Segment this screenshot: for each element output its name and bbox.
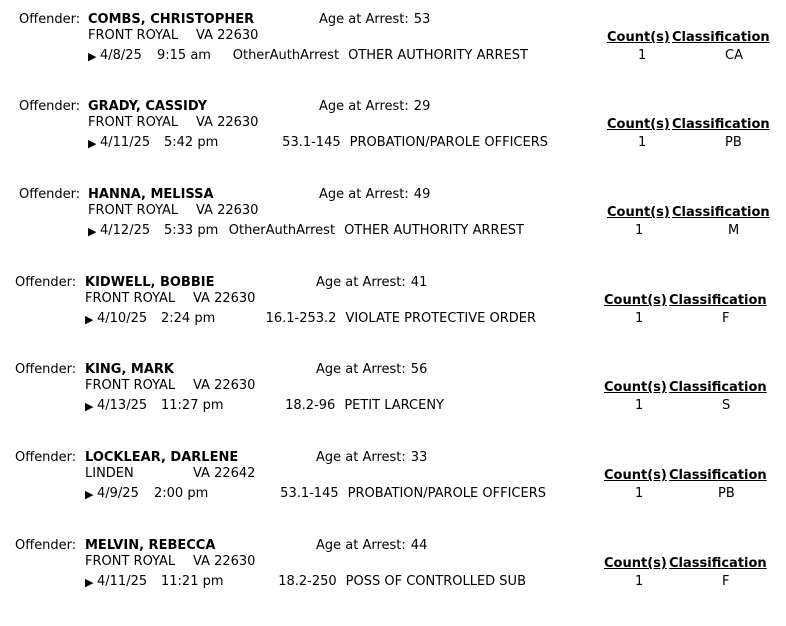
statute-offense <box>233 48 528 64</box>
offender-name: HANNA, MELISSA <box>88 187 214 202</box>
age-label: Age at Arrest: <box>319 187 409 202</box>
arrest-time: 11:21 pm <box>161 574 224 589</box>
arrest-time: 11:27 pm <box>161 398 224 413</box>
offense-description: PROBATION/PAROLE OFFICERS <box>349 135 548 150</box>
offender-name: MELVIN, REBECCA <box>85 538 216 553</box>
counts-header: Count(s) <box>604 293 667 308</box>
count-value: 1 <box>638 135 647 150</box>
statute-code: 16.1-253.2 <box>265 311 337 326</box>
arrest-date: 4/11/25 <box>100 135 151 150</box>
offender-record <box>0 362 786 450</box>
arrest-date: 4/13/25 <box>97 398 148 413</box>
classification-value: PB <box>725 135 742 150</box>
offender-label: Offender: <box>15 538 77 553</box>
arrest-date: 4/8/25 <box>100 48 142 63</box>
age-label: Age at Arrest: <box>319 12 409 27</box>
classification-value: M <box>728 223 740 238</box>
city: FRONT ROYAL <box>85 291 176 306</box>
age-label: Age at Arrest: <box>319 99 409 114</box>
offense-description: OTHER AUTHORITY ARREST <box>344 223 524 238</box>
statute-offense <box>278 574 526 590</box>
age-value: 33 <box>410 450 428 465</box>
expand-arrow-icon: ▶ <box>88 50 97 63</box>
count-value: 1 <box>635 223 644 238</box>
city: FRONT ROYAL <box>85 554 176 569</box>
age-value: 49 <box>413 187 431 202</box>
age-label: Age at Arrest: <box>316 450 406 465</box>
age-at-arrest <box>316 538 427 554</box>
state-zip: VA 22630 <box>196 28 259 43</box>
count-value: 1 <box>635 574 644 589</box>
age-value: 29 <box>413 99 431 114</box>
age-value: 41 <box>410 275 428 290</box>
offender-label: Offender: <box>19 12 81 27</box>
age-at-arrest <box>316 450 427 466</box>
state-zip: VA 22630 <box>196 115 259 130</box>
classification-value: F <box>722 311 730 326</box>
arrest-date: 4/9/25 <box>97 486 139 501</box>
classification-header: Classification <box>672 205 770 220</box>
classification-value: F <box>722 574 730 589</box>
offender-label: Offender: <box>15 275 77 290</box>
city: LINDEN <box>85 466 134 481</box>
arrest-time: 9:15 am <box>157 48 211 63</box>
offender-name: GRADY, CASSIDY <box>88 99 208 114</box>
classification-header: Classification <box>669 556 767 571</box>
statute-offense <box>285 398 444 414</box>
offender-label: Offender: <box>19 99 81 114</box>
arrest-time: 2:24 pm <box>161 311 216 326</box>
expand-arrow-icon: ▶ <box>85 400 94 413</box>
offender-label: Offender: <box>19 187 81 202</box>
statute-code: OtherAuthArrest <box>232 48 340 63</box>
offense-description: PROBATION/PAROLE OFFICERS <box>347 486 546 501</box>
offense-description: VIOLATE PROTECTIVE ORDER <box>345 311 536 326</box>
offender-record <box>0 450 786 538</box>
age-at-arrest <box>319 12 430 28</box>
offender-name: KING, MARK <box>85 362 175 377</box>
expand-arrow-icon: ▶ <box>88 225 97 238</box>
statute-code: 53.1-145 <box>282 135 341 150</box>
counts-header: Count(s) <box>604 556 667 571</box>
state-zip: VA 22630 <box>196 203 259 218</box>
counts-header: Count(s) <box>607 30 670 45</box>
classification-value: CA <box>725 48 743 63</box>
offender-record <box>0 99 786 187</box>
expand-arrow-icon: ▶ <box>88 137 97 150</box>
state-zip: VA 22630 <box>193 554 256 569</box>
arrest-time: 5:33 pm <box>164 223 219 238</box>
offender-label: Offender: <box>15 362 77 377</box>
offense-description: OTHER AUTHORITY ARREST <box>348 48 528 63</box>
city: FRONT ROYAL <box>85 378 176 393</box>
count-value: 1 <box>635 398 644 413</box>
age-label: Age at Arrest: <box>316 275 406 290</box>
statute-code: OtherAuthArrest <box>228 223 336 238</box>
offense-description: POSS OF CONTROLLED SUB <box>345 574 526 589</box>
state-zip: VA 22630 <box>193 291 256 306</box>
statute-code: 18.2-96 <box>285 398 336 413</box>
statute-offense <box>280 486 546 502</box>
age-value: 53 <box>413 12 431 27</box>
age-label: Age at Arrest: <box>316 538 406 553</box>
classification-header: Classification <box>672 30 770 45</box>
classification-header: Classification <box>672 117 770 132</box>
counts-header: Count(s) <box>604 468 667 483</box>
arrest-time: 2:00 pm <box>154 486 209 501</box>
statute-code: 53.1-145 <box>280 486 339 501</box>
count-value: 1 <box>635 486 644 501</box>
city: FRONT ROYAL <box>88 203 179 218</box>
city: FRONT ROYAL <box>88 115 179 130</box>
age-value: 44 <box>410 538 428 553</box>
arrest-date: 4/11/25 <box>97 574 148 589</box>
arrest-date: 4/10/25 <box>97 311 148 326</box>
age-at-arrest <box>316 275 427 291</box>
offender-name: LOCKLEAR, DARLENE <box>85 450 239 465</box>
statute-offense <box>282 135 548 151</box>
offense-description: PETIT LARCENY <box>344 398 444 413</box>
offender-label: Offender: <box>15 450 77 465</box>
counts-header: Count(s) <box>607 117 670 132</box>
state-zip: VA 22630 <box>193 378 256 393</box>
arrest-date: 4/12/25 <box>100 223 151 238</box>
offender-record <box>0 12 786 100</box>
classification-value: PB <box>718 486 735 501</box>
age-at-arrest <box>319 187 430 203</box>
classification-header: Classification <box>669 293 767 308</box>
age-value: 56 <box>410 362 428 377</box>
count-value: 1 <box>635 311 644 326</box>
classification-value: S <box>722 398 731 413</box>
offender-record <box>0 187 786 275</box>
classification-header: Classification <box>669 380 767 395</box>
classification-header: Classification <box>669 468 767 483</box>
expand-arrow-icon: ▶ <box>85 576 94 589</box>
age-at-arrest <box>316 362 427 378</box>
age-label: Age at Arrest: <box>316 362 406 377</box>
offender-record <box>0 538 786 626</box>
count-value: 1 <box>638 48 647 63</box>
offender-record <box>0 275 786 363</box>
offender-name: COMBS, CHRISTOPHER <box>88 12 255 27</box>
expand-arrow-icon: ▶ <box>85 313 94 326</box>
counts-header: Count(s) <box>604 380 667 395</box>
counts-header: Count(s) <box>607 205 670 220</box>
state-zip: VA 22642 <box>193 466 256 481</box>
arrest-time: 5:42 pm <box>164 135 219 150</box>
expand-arrow-icon: ▶ <box>85 488 94 501</box>
statute-offense <box>266 311 536 327</box>
city: FRONT ROYAL <box>88 28 179 43</box>
offender-name: KIDWELL, BOBBIE <box>85 275 215 290</box>
statute-offense <box>229 223 524 239</box>
statute-code: 18.2-250 <box>278 574 337 589</box>
age-at-arrest <box>319 99 430 115</box>
